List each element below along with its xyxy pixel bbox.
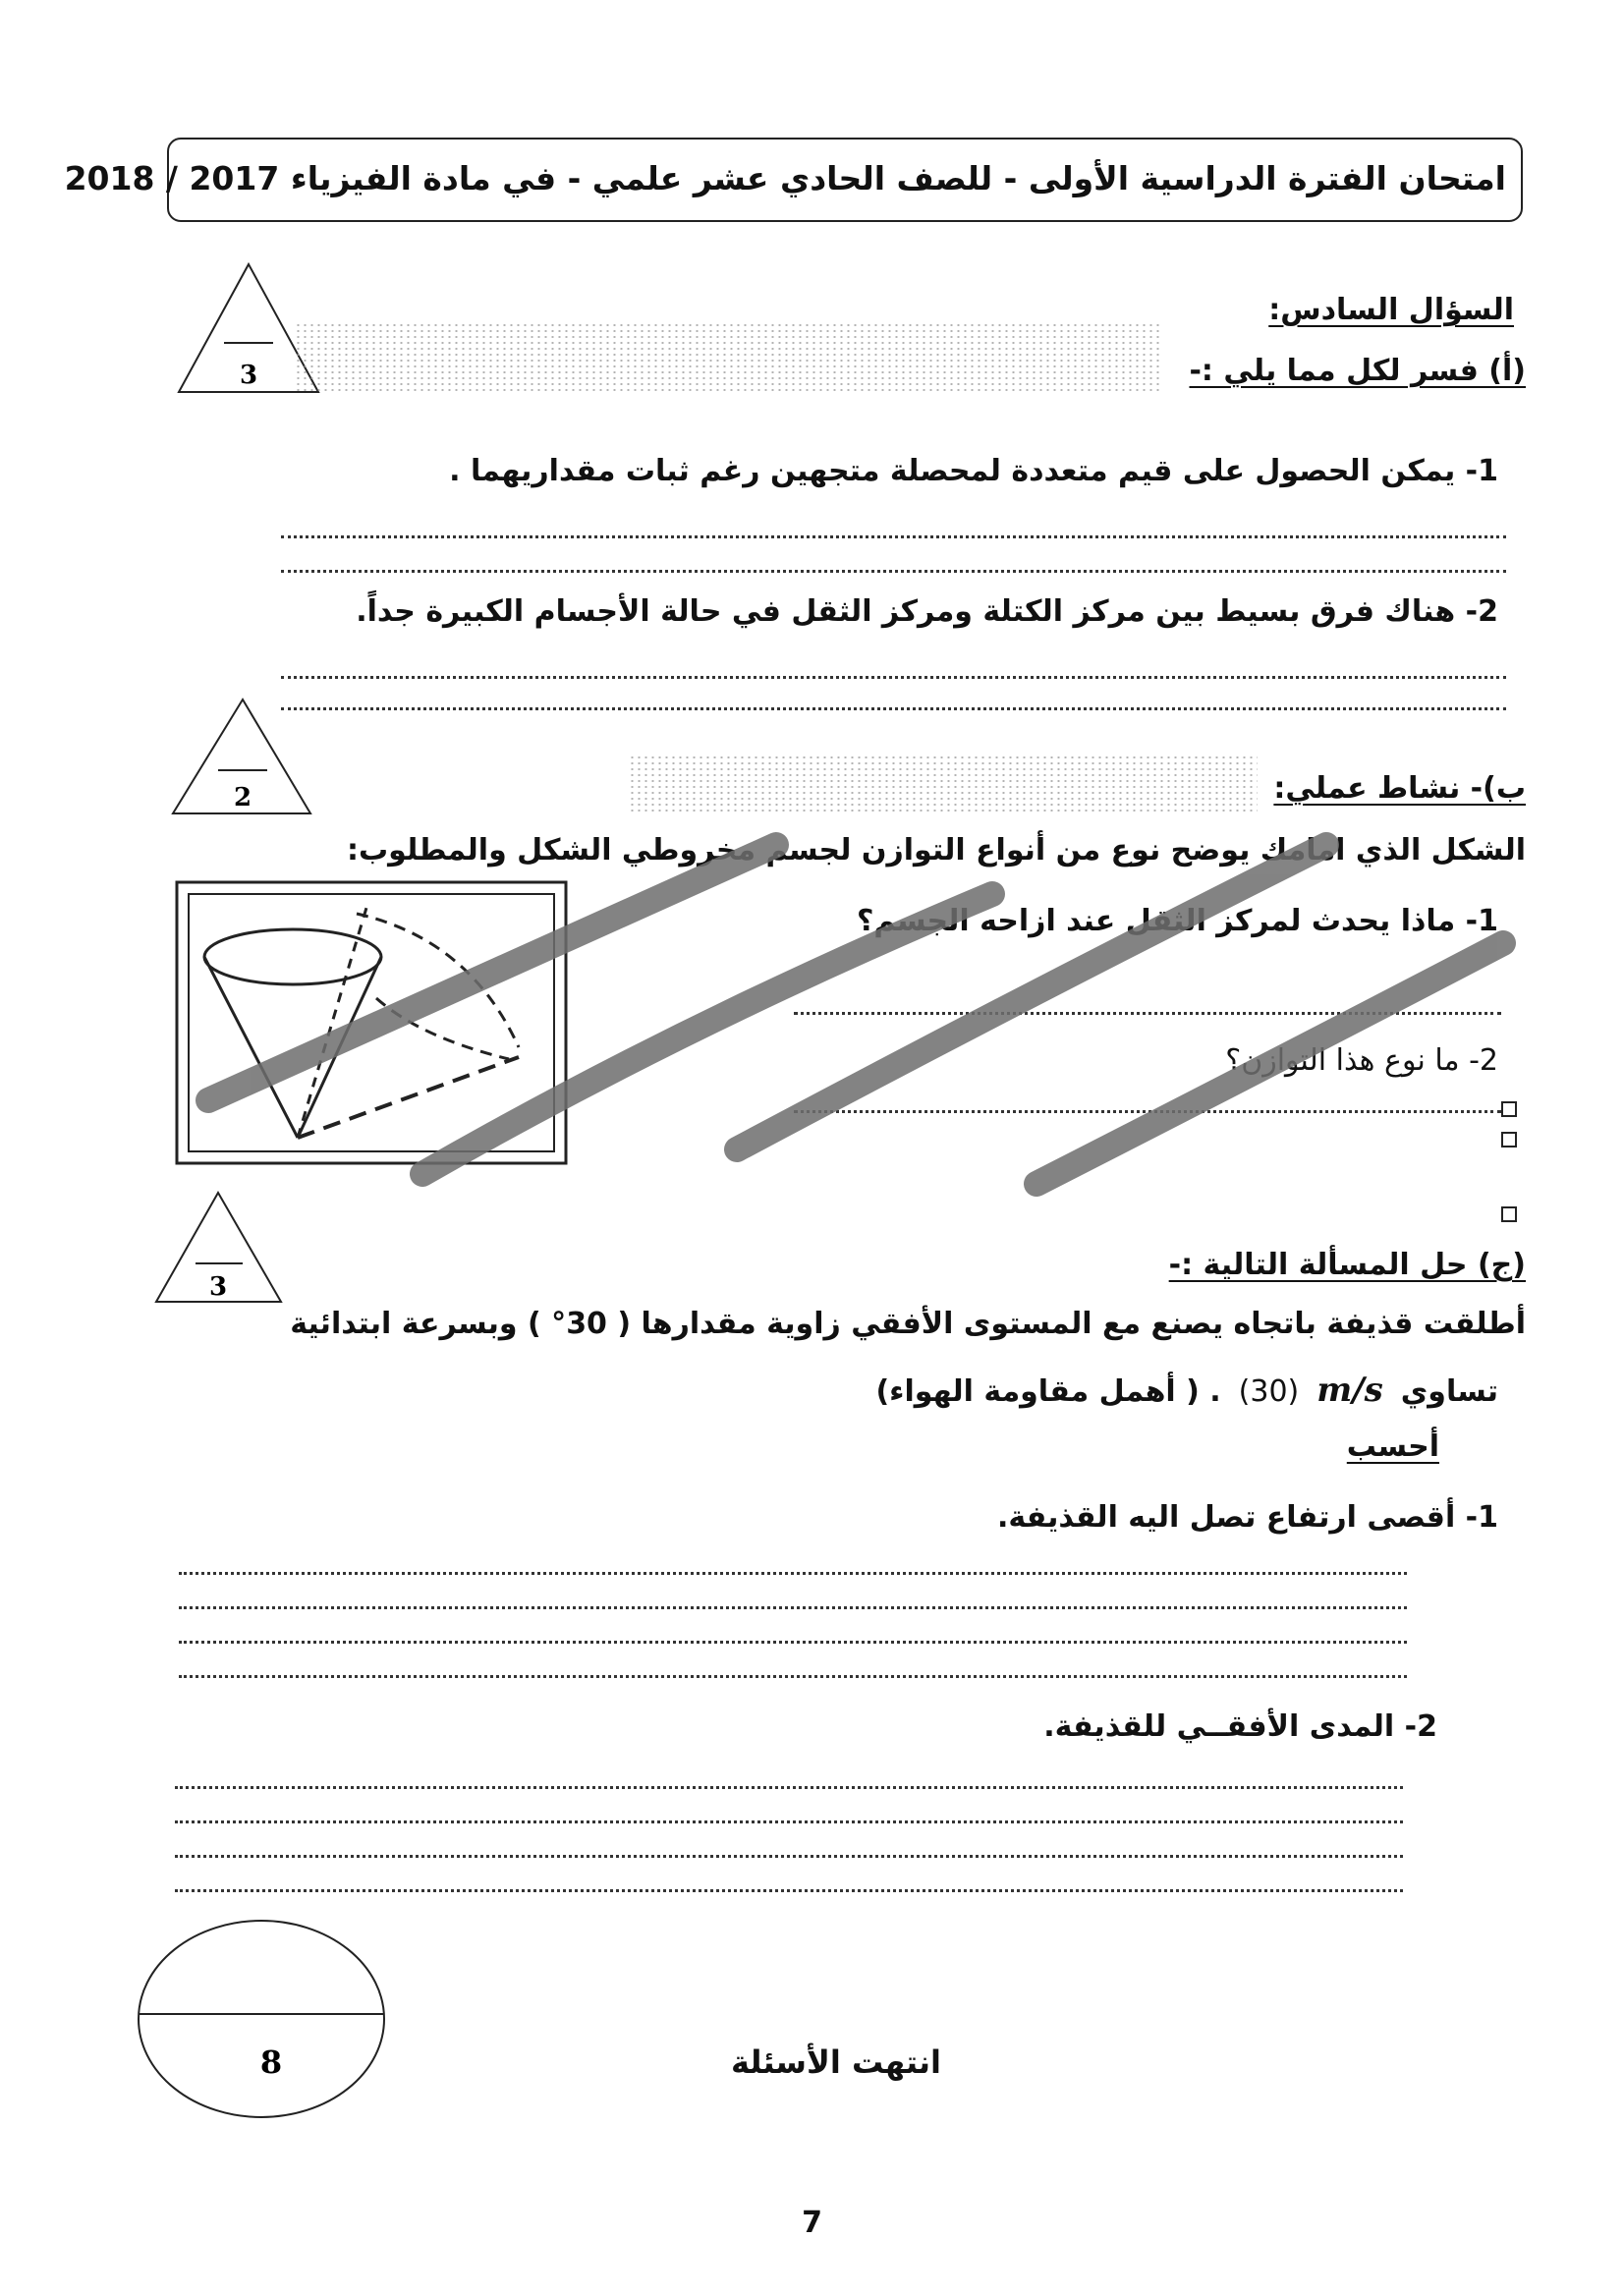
- part-b-intro: الشكل الذي امامك يوضح نوع من أنواع التوازن لجسم مخروطي الشكل والمطلوب:: [347, 833, 1526, 868]
- answer-line: [179, 1675, 1407, 1678]
- exam-header-title: امتحان الفترة الدراسية الأولى - للصف الحادي عشر علمي - في مادة الفيزياء 2017 / 2018: [64, 159, 1506, 197]
- part-c-item-1: 1- أقصى ارتفاع تصل اليه القذيفة.: [996, 1500, 1498, 1535]
- section-title: السؤال السادس:: [1268, 293, 1514, 327]
- score-c: 3: [208, 1272, 228, 1302]
- score-a: 3: [239, 361, 258, 390]
- speed-value: (30): [1238, 1374, 1300, 1409]
- total-score-circle: [134, 1916, 389, 2122]
- end-of-questions: انتهت الأسئلة: [731, 2043, 941, 2081]
- part-a-item-2: 2- هناك فرق بسيط بين مركز الكتلة ومركز الثقل في حالة الأجسام الكبيرة جداً.: [356, 594, 1498, 629]
- problem-line-2: [875, 1371, 1498, 1410]
- answer-line: [175, 1855, 1403, 1858]
- part-c-heading: (ج) حل المسألة التالية :-: [1168, 1248, 1526, 1282]
- answer-line: [175, 1889, 1403, 1892]
- part-c-item-2: 2- المدى الأفقــي للقذيفة.: [1043, 1709, 1437, 1744]
- total-score: 8: [259, 2043, 283, 2081]
- score-triangle-c: [152, 1189, 285, 1307]
- speed-unit: m/s: [1316, 1371, 1383, 1410]
- answer-line: [175, 1820, 1403, 1823]
- part-a-item-1: 1- يمكن الحصول على قيم متعددة لمحصلة متجهين رغم ثبات مقداريهما .: [449, 454, 1498, 488]
- answer-line: [175, 1786, 1403, 1789]
- answer-line: [179, 1572, 1407, 1575]
- page-number: 7: [802, 2206, 822, 2240]
- part-b-heading: ب)- نشاط عملي:: [1273, 771, 1526, 806]
- part-b-question-2: 2- ما نوع هذا التوازن؟: [1225, 1043, 1498, 1078]
- answer-line: [179, 1641, 1407, 1644]
- part-a-heading: (أ) فسر لكل مما يلي :-: [1189, 354, 1526, 388]
- score-b: 2: [233, 783, 252, 812]
- part-b-question-1: 1- ماذا يحدث لمركز الثقل عند ازاحه الجسم؟: [857, 904, 1498, 938]
- problem-line-1: أطلقت قذيفة باتجاه يصنع مع المستوى الأفقي زاوية مقدارها ( 30° ) وبسرعة ابتدائية: [290, 1307, 1526, 1341]
- answer-line: [179, 1606, 1407, 1609]
- calc-label: أحسب: [1346, 1429, 1439, 1464]
- problem-line-2-suffix: . ( أهمل مقاومة الهواء): [875, 1374, 1221, 1409]
- problem-line-2-prefix: تساوي: [1400, 1374, 1498, 1409]
